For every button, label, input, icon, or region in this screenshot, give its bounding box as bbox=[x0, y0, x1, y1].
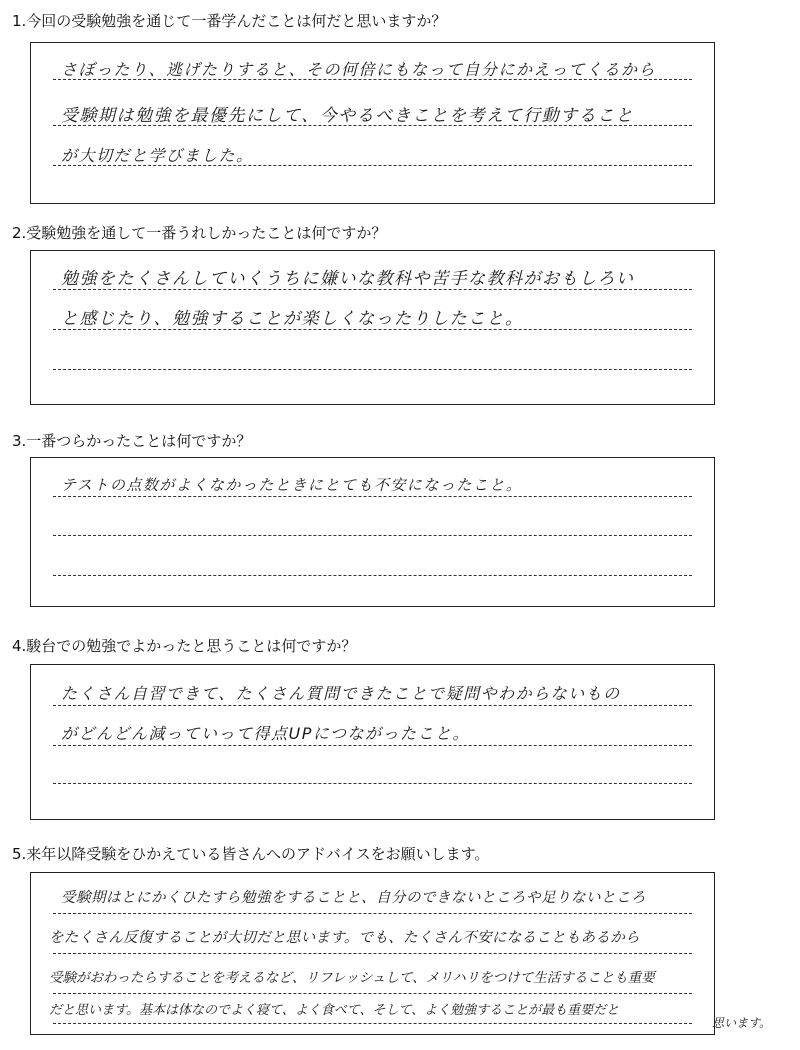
answer-text-3-1: テストの点数がよくなかったときにとても不安になったこと。 bbox=[61, 476, 523, 494]
answer-line-2-1 bbox=[53, 289, 692, 290]
answer-line-2-2 bbox=[53, 329, 692, 330]
question-2: 2.受験勉強を通して一番うれしかったことは何ですか？ bbox=[12, 224, 387, 242]
answer-text-5-1: 受験期はとにかくひたすら勉強をすることと、自分のできないところや足りないところ bbox=[61, 890, 646, 906]
question-3: 3.一番つらかったことは何ですか？ bbox=[12, 432, 252, 450]
answer-line-3-3 bbox=[53, 575, 692, 576]
question-1: 1.今回の受験勉強を通じて一番学んだことは何だと思いますか？ bbox=[12, 12, 447, 30]
answer-line-5-4 bbox=[53, 1023, 692, 1024]
answer-line-5-3 bbox=[53, 993, 692, 994]
answer-text-1-3: が大切だと学びました。 bbox=[61, 146, 254, 165]
question-4: 4.駿台での勉強でよかったと思うことは何ですか？ bbox=[12, 637, 357, 655]
answer-line-4-2 bbox=[53, 745, 692, 746]
answer-line-3-2 bbox=[53, 535, 692, 536]
answer-line-4-1 bbox=[53, 705, 692, 706]
answer-text-4-1: たくさん自習できて、たくさん質問できたことで疑問やわからないもの bbox=[61, 684, 621, 703]
answer-text-4-2: がどんどん減っていって得点UPにつながったこと。 bbox=[61, 724, 471, 743]
answer-box-2 bbox=[30, 250, 715, 405]
answer-text-2-1: 勉強をたくさんしていくうちに嫌いな教科や苦手な教科がおもしろい bbox=[61, 269, 635, 289]
question-5: 5.来年以降受験をひかえている皆さんへのアドバイスをお願いします。 bbox=[12, 845, 490, 863]
answer-box-4 bbox=[30, 664, 715, 820]
answer-line-3-1 bbox=[53, 496, 692, 497]
answer-box-5 bbox=[30, 872, 715, 1035]
answer-line-5-1 bbox=[53, 913, 692, 914]
answer-text-5-3: 受験がおわったらすることを考えるなど、リフレッシュして、メリハリをつけて生活することも重要 bbox=[49, 970, 655, 986]
answer-line-5-2 bbox=[53, 953, 692, 954]
answer-text-1-2: 受験期は勉強を最優先にして、今やるべきことを考えて行動すること bbox=[61, 106, 635, 126]
answer-text-5-overflow: 思います。 bbox=[712, 1016, 772, 1030]
answer-line-4-3 bbox=[53, 783, 692, 784]
answer-line-2-3 bbox=[53, 369, 692, 370]
answer-text-5-2: をたくさん反復することが大切だと思います。でも、たくさん不安になることもあるから bbox=[49, 930, 640, 946]
answer-box-3 bbox=[30, 457, 715, 607]
answer-text-5-4: だと思います。基本は体なのでよく寝て、よく食べて、そして、よく勉強することが最も重要だと bbox=[49, 1003, 620, 1018]
answer-box-1 bbox=[30, 42, 715, 204]
answer-text-1-1: さぼったり、逃げたりすると、その何倍にもなって自分にかえってくるから bbox=[61, 60, 657, 79]
answer-text-2-2: と感じたり、勉強することが楽しくなったりしたこと。 bbox=[61, 309, 524, 329]
